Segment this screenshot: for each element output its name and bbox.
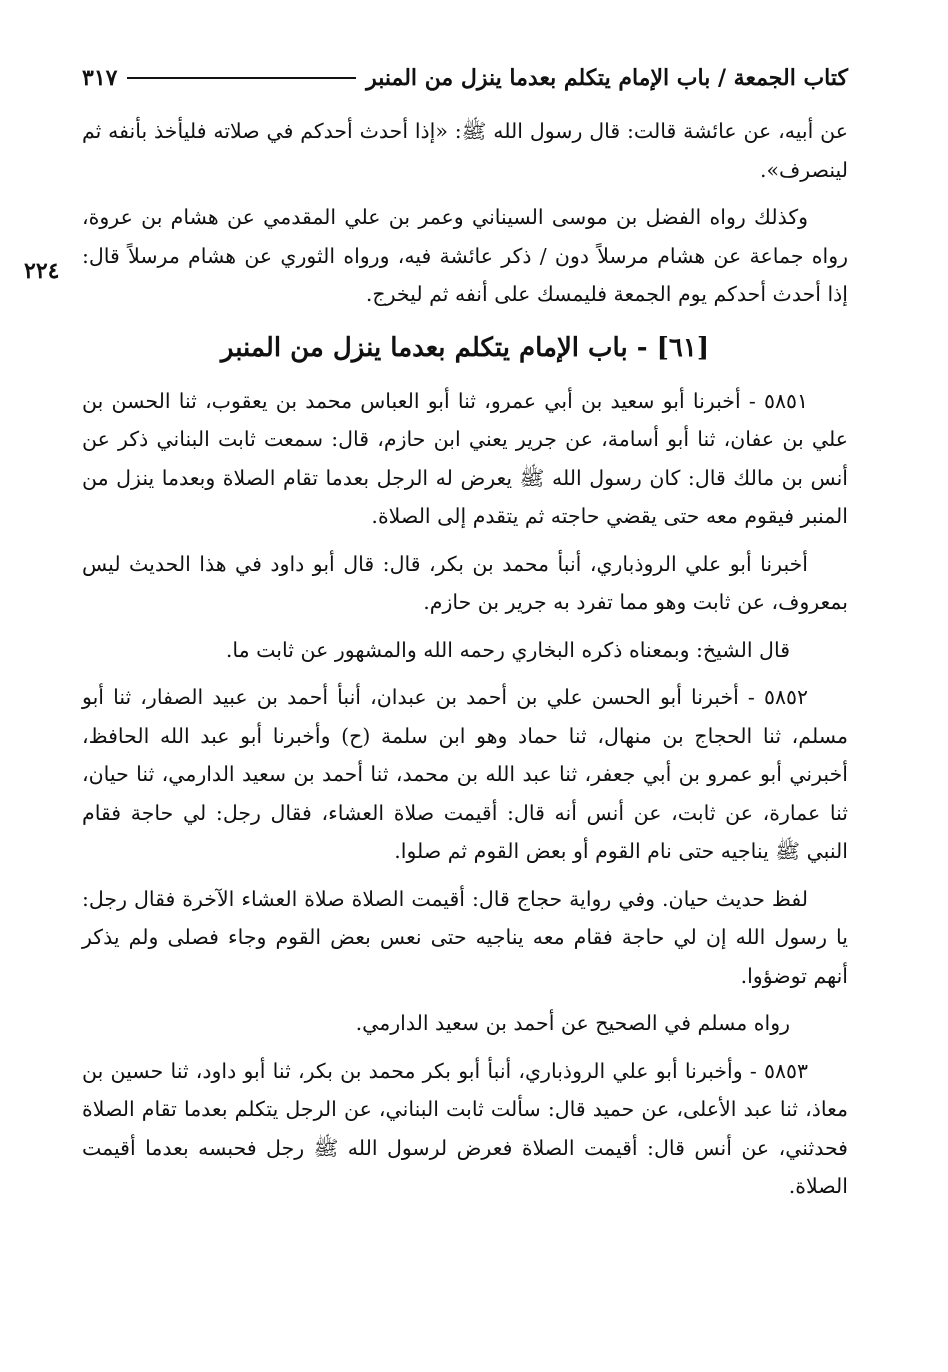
running-header <box>82 58 848 98</box>
header-rule <box>127 77 356 79</box>
page-body <box>82 112 848 1215</box>
paragraph-1: عن أبيه، عن عائشة قالت: قال رسول الله ﷺ: «إذا أحدث أحدكم في صلاته فليأخذ بأنفه ثم لينصرف». <box>82 119 848 182</box>
paragraph-2: وكذلك رواه الفضل بن موسى السيناني وعمر بن علي المقدمي عن هشام بن عروة، رواه جماعة عن هشام مرسلاً دون / ذكر عائشة فيه، ورواه الثوري عن هشام مرسلاً قال: إذا أحدث أحدكم يوم الجمعة فليمسك على أنفه ثم ليخرج. <box>82 205 848 306</box>
paragraph-shaykh-note: قال الشيخ: وبمعناه ذكره البخاري رحمه الله والمشهور عن ثابت ما. <box>225 637 790 662</box>
page-number: ٣١٧ <box>82 65 118 91</box>
paragraph-muslim-note: رواه مسلم في الصحيح عن أحمد بن سعيد الدارمي. <box>355 1011 790 1035</box>
hadith-5852: ٥٨٥٢ - أخبرنا أبو الحسن علي بن أحمد بن عبدان، أنبأ أحمد بن عبيد الصفار، ثنا أبو مسلم، ثنا الحجاج بن منهال، ثنا حماد وهو ابن سلمة (ح) وأخبرنا أبو عبد الله الحافظ، أخبرني أبو عمرو بن أبي جعفر، ثنا عبد الله بن محمد، ثنا أحمد بن سعيد الدارمي، ثنا حيان، ثنا عمارة، عن ثابت، عن أنس أنه قال: أقيمت صلاة العشاء، فقال رجل: لي حاجة فقام النبي ﷺ يناجيه حتى نام القوم أو بعض القوم ثم صلوا. <box>82 685 848 863</box>
paragraph-hayyan-wording: لفظ حديث حيان. وفي رواية حجاج قال: أقيمت الصلاة صلاة العشاء الآخرة فقال رجل: يا رسول الله إن لي حاجة فقام معه يناجيه حتى نعس بعض القوم وجاء فصلى ولم يذكر أنهم توضؤوا. <box>82 886 848 988</box>
hadith-5851: ٥٨٥١ - أخبرنا أبو سعيد بن أبي عمرو، ثنا أبو العباس محمد بن يعقوب، ثنا الحسن بن علي بن عفان، ثنا أبو أسامة، عن جرير يعني ابن حازم، قال: سمعت ثابت البناني ذكر عن أنس بن مالك قال: كان رسول الله ﷺ يعرض له الرجل بعدما تقام الصلاة وبعدما ينزل من المنبر فيقوم معه حتى يقضي حاجته ثم يتقدم إلى الصلاة. <box>82 388 848 528</box>
margin-manuscript-number: ٢٢٤ <box>24 258 60 284</box>
header-title: كتاب الجمعة / باب الإمام يتكلم بعدما ينزل من المنبر <box>366 65 848 91</box>
section-title: [٦١] - باب الإمام يتكلم بعدما ينزل من المنبر <box>220 332 710 363</box>
hadith-5853: ٥٨٥٣ - وأخبرنا أبو علي الروذباري، أنبأ أبو بكر محمد بن بكر، ثنا أبو داود، ثنا حسين بن معاذ، ثنا عبد الأعلى، عن حميد قال: سألت ثابت البناني، عن الرجل يتكلم بعدما تقام الصلاة فحدثني، عن أنس قال: أقيمت الصلاة فعرض لرسول الله ﷺ رجل فحبسه بعدما أقيمت الصلاة. <box>82 1058 848 1198</box>
paragraph-abu-dawud-note: أخبرنا أبو علي الروذباري، أنبأ محمد بن بكر، قال: قال أبو داود في هذا الحديث ليس بمعروف، عن ثابت وهو مما تفرد به جرير بن حازم. <box>82 551 848 614</box>
